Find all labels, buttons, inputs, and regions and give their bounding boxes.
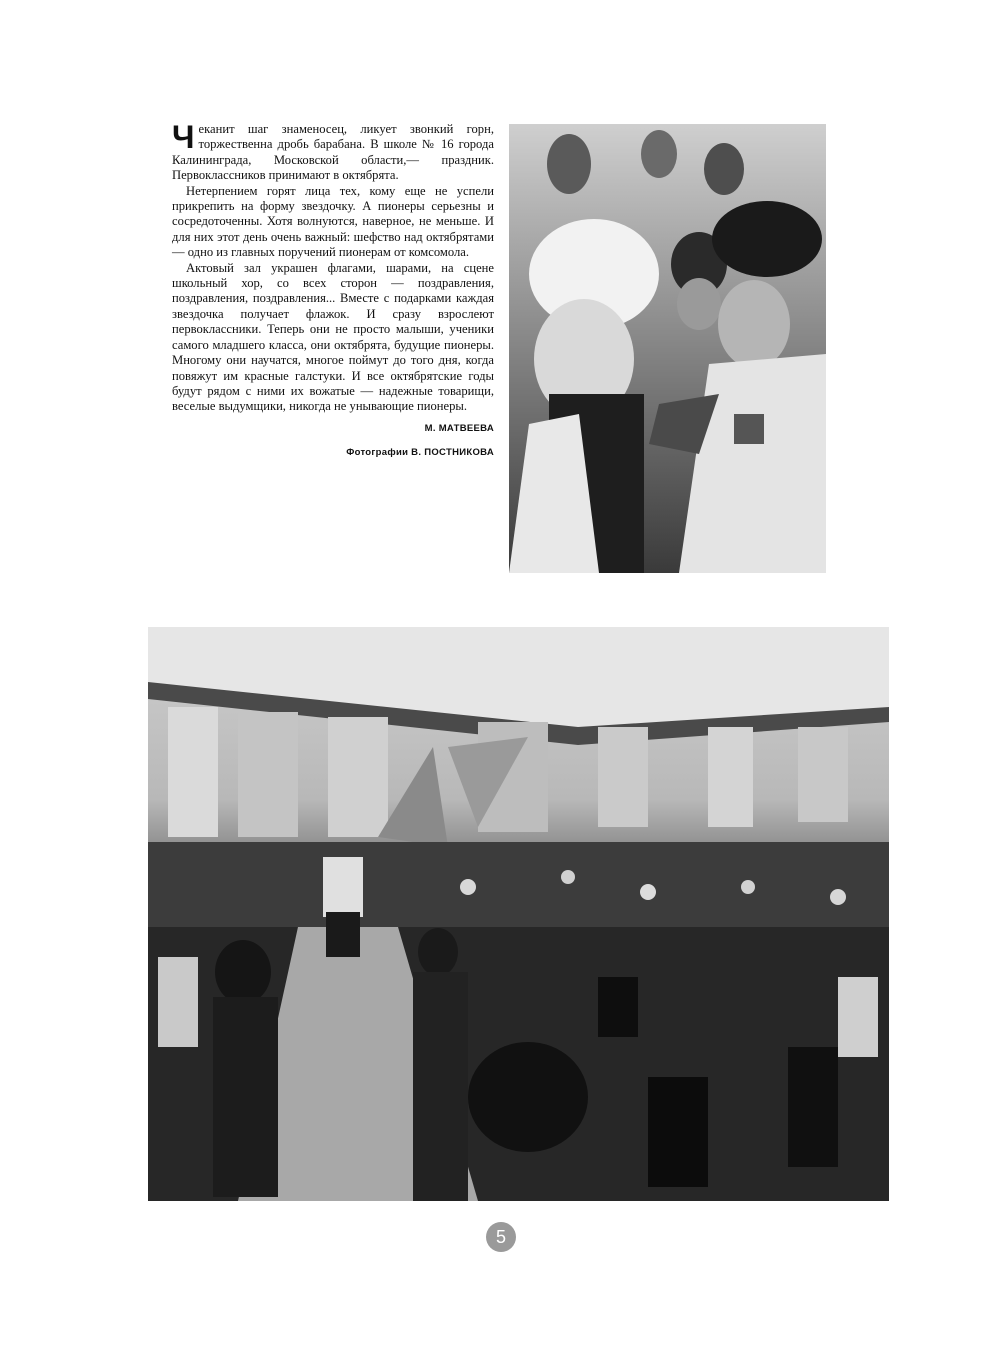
author-byline: М. МАТВЕЕВА xyxy=(424,422,494,434)
article-paragraph-2: Нетерпением горят лица тех, кому еще не успели прикрепить на форму звездочку. А пионеры серьезны и сосредоточенны. Хотя волнуются, наверное, не меньше. И для них этот день очень важный: шефство над октябрятами — одно из главных поручений пионерам от комсомола. xyxy=(172,183,494,260)
photo-pinning-star-image xyxy=(509,124,826,573)
article-paragraph-1 xyxy=(172,119,494,184)
photo-assembly-hall-image xyxy=(148,627,889,1201)
photo-pinning-star xyxy=(509,124,826,573)
article-paragraph-3: Актовый зал украшен флагами, шарами, на сцене школьный хор, со всех сторон — поздравления, поздравления, поздравления... Вместе с подарками каждая звездочка получает флажок. И сразу взрослеют первоклассники. Теперь они не просто малыши, ученики самого младшего класса, они октябрята, будущие пионеры. Многому они научатся, многое поймут до того дня, когда повяжут им красные галстуки. И все октябрятские годы будут рядом с ними их вожатые — надежные товарищи, веселые выдумщики, никогда не унывающие пионеры. xyxy=(172,260,494,414)
article-text xyxy=(172,119,494,461)
photo-credit: Фотографии В. ПОСТНИКОВА xyxy=(346,447,494,459)
article-paragraph-1-text: еканит шаг знаменосец, ликует звонкий горн, торжественна дробь барабана. В школе № 16 города Калининграда, Московской области,— праздник. Первоклассников принимают в октябрята. xyxy=(172,122,494,183)
photo-assembly-hall xyxy=(148,627,889,1201)
drop-cap: Ч xyxy=(172,119,195,155)
page-number: 5 xyxy=(486,1222,516,1252)
